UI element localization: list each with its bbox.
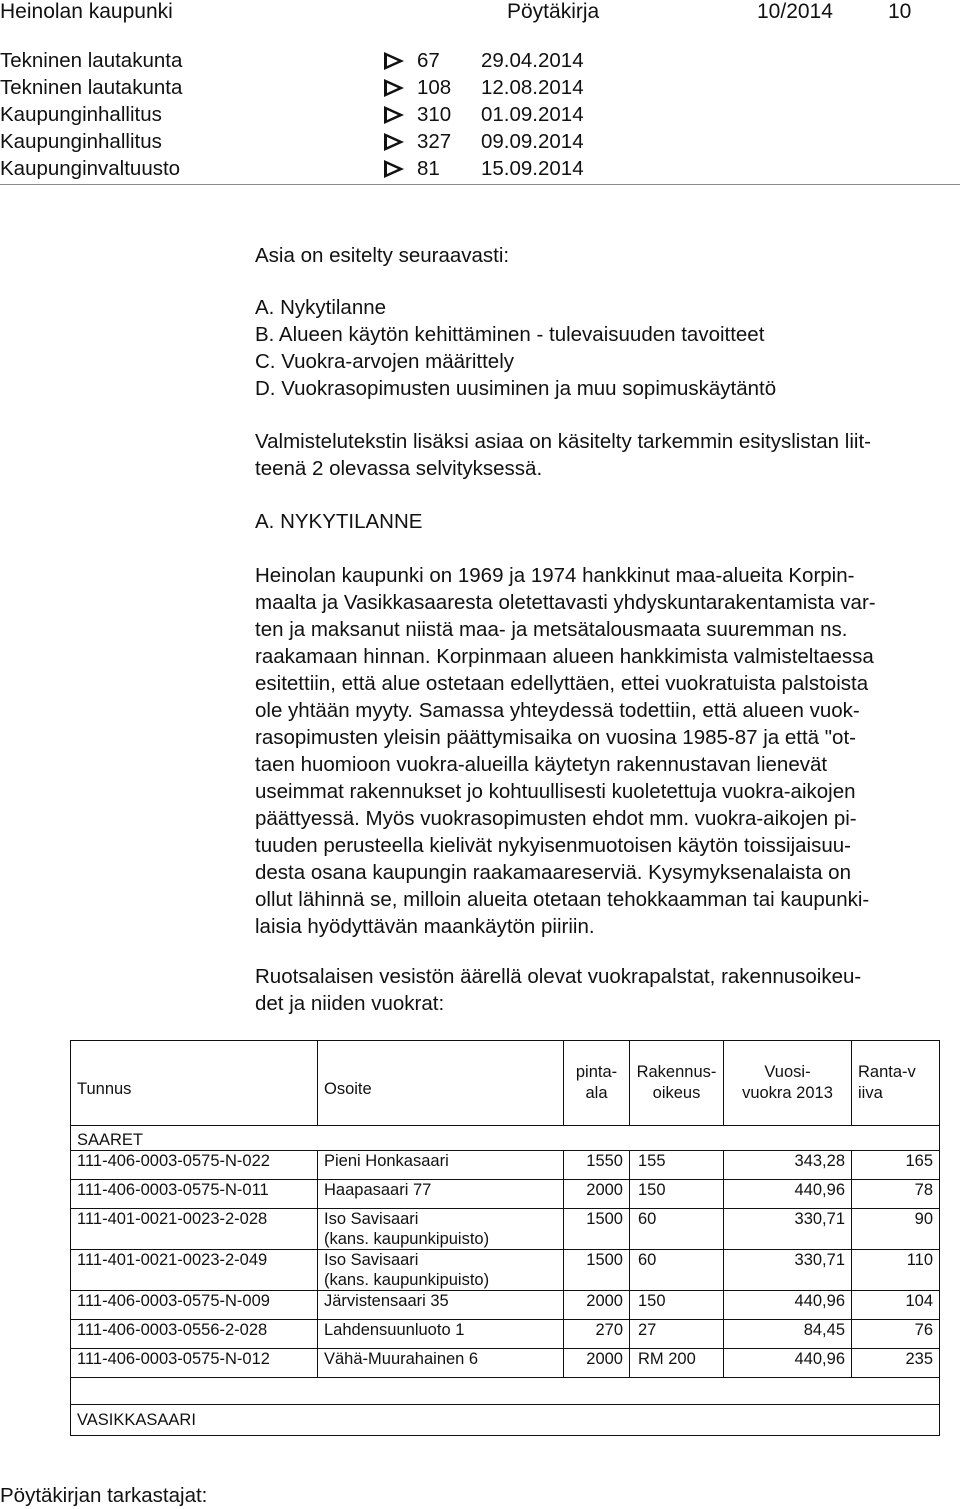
table-row <box>71 1180 940 1209</box>
cell-rantaviiva: 90 <box>852 1209 940 1250</box>
header-line: Rakennus- <box>636 1063 717 1081</box>
meeting-body: Tekninen lautakunta <box>0 49 183 72</box>
arrow-icon <box>384 160 404 178</box>
reviewers-label: Pöytäkirjan tarkastajat: <box>0 1484 208 1507</box>
table-row <box>71 1320 940 1349</box>
text-line: raakamaan hinnan. Korpinmaan alueen hankkimista valmisteltaessa <box>255 645 874 668</box>
text-line: desta osana kaupungin raakamaareserviä. Kysymyksenalaista on <box>255 861 851 884</box>
header-line: pinta- <box>575 1063 618 1081</box>
cell-tunnus: 111-406-0003-0575-N-022 <box>71 1151 318 1180</box>
cell-tunnus: 111-406-0003-0575-N-012 <box>71 1349 318 1378</box>
cell-tunnus: 111-406-0003-0575-N-011 <box>71 1180 318 1209</box>
cell-osoite <box>318 1349 564 1378</box>
cell-osoite <box>318 1180 564 1209</box>
text-line: esitettiin, että alue ostetaan edellyttäen, ettei vuokratuista palstoista <box>255 672 869 695</box>
cell-pinta-ala: 1500 <box>564 1250 630 1291</box>
header-line: iiva <box>858 1084 883 1102</box>
header-line: ala <box>585 1084 608 1102</box>
cell-pinta-ala: 2000 <box>564 1349 630 1378</box>
cell-vuosivuokra: 330,71 <box>724 1250 852 1291</box>
cell-rantaviiva: 235 <box>852 1349 940 1378</box>
cell-vuosivuokra: 440,96 <box>724 1349 852 1378</box>
outline-item: D. Vuokrasopimusten uusiminen ja muu sopimuskäytäntö <box>255 377 777 400</box>
text-line: det ja niiden vuokrat: <box>255 992 445 1015</box>
header-rakennusoikeus <box>630 1041 724 1126</box>
text-line: Ruotsalaisen vesistön äärellä olevat vuokrapalstat, rakennusoikeu- <box>255 965 862 988</box>
arrow-icon <box>384 133 404 151</box>
meeting-date: 09.09.2014 <box>481 130 584 153</box>
header-issue: 10/2014 <box>757 0 833 23</box>
cell-pinta-ala: 1500 <box>564 1209 630 1250</box>
osoite-line: Pieni Honkasaari <box>324 1152 449 1170</box>
header-city: Heinolan kaupunki <box>0 0 173 23</box>
meeting-body: Tekninen lautakunta <box>0 76 183 99</box>
header-line: oikeus <box>652 1084 701 1102</box>
text-line: laisia hyödyttävän maankäytön piiriin. <box>255 915 595 938</box>
table-intro <box>255 963 955 1017</box>
group-label-saaret: SAARET <box>71 1126 940 1151</box>
cell-rakennusoikeus: 155 <box>630 1151 724 1180</box>
cell-vuosivuokra: 440,96 <box>724 1180 852 1209</box>
cell-pinta-ala: 2000 <box>564 1291 630 1320</box>
table-row <box>71 1250 940 1291</box>
meeting-date: 01.09.2014 <box>481 103 584 126</box>
osoite-line: Järvistensaari 35 <box>324 1292 449 1310</box>
osoite-line: Vähä-Muurahainen 6 <box>324 1350 479 1368</box>
meeting-body: Kaupunginhallitus <box>0 103 162 126</box>
osoite-note: (kans. kaupunkipuisto) <box>324 1230 490 1248</box>
osoite-line: Haapasaari 77 <box>324 1181 432 1199</box>
text-line: maalta ja Vasikkasaaresta oletettavasti yhdyskuntarakentamista var- <box>255 591 876 614</box>
header-line: vuokra 2013 <box>742 1084 833 1102</box>
meeting-number: 67 <box>417 49 440 72</box>
header-vuosivuokra <box>724 1041 852 1126</box>
header-osoite: Osoite <box>318 1041 564 1126</box>
osoite-line: Lahdensuunluoto 1 <box>324 1321 465 1339</box>
cell-pinta-ala: 270 <box>564 1320 630 1349</box>
meeting-date: 12.08.2014 <box>481 76 584 99</box>
cell-rakennusoikeus: 60 <box>630 1250 724 1291</box>
cell-pinta-ala: 1550 <box>564 1151 630 1180</box>
section-heading: A. NYKYTILANNE <box>255 510 423 533</box>
intro-text: Asia on esitelty seuraavasti: <box>255 244 510 267</box>
cell-vuosivuokra: 343,28 <box>724 1151 852 1180</box>
arrow-icon <box>384 106 404 124</box>
text-line: ten ja maksanut niistä maa- ja metsätalousmaata suuremman ns. <box>255 618 848 641</box>
outline-item: A. Nykytilanne <box>255 296 387 319</box>
group-label-vasikkasaari: VASIKKASAARI <box>71 1405 940 1436</box>
text-line: teenä 2 olevassa selvityksessä. <box>255 457 543 480</box>
header-tunnus: Tunnus <box>71 1041 318 1126</box>
cell-vuosivuokra: 330,71 <box>724 1209 852 1250</box>
cell-rantaviiva: 78 <box>852 1180 940 1209</box>
cell-osoite <box>318 1209 564 1250</box>
table-blank-row <box>71 1378 940 1405</box>
text-line: tuuden perusteella kielivät nykyisenmuotoisen käytön toissijaisuu- <box>255 834 851 857</box>
cell-osoite <box>318 1151 564 1180</box>
cell-vuosivuokra: 84,45 <box>724 1320 852 1349</box>
arrow-icon <box>384 52 404 70</box>
cell-osoite <box>318 1291 564 1320</box>
table-row <box>71 1291 940 1320</box>
table-row <box>71 1349 940 1378</box>
outline-item: C. Vuokra-arvojen määrittely <box>255 350 515 373</box>
text-line: ole yhtään myyty. Samassa yhteydessä todettiin, että alueen vuok- <box>255 699 860 722</box>
text-line: Heinolan kaupunki on 1969 ja 1974 hankkinut maa-alueita Korpin- <box>255 564 855 587</box>
cell-osoite <box>318 1320 564 1349</box>
cell-rantaviiva: 165 <box>852 1151 940 1180</box>
cell-tunnus: 111-401-0021-0023-2-028 <box>71 1209 318 1250</box>
meeting-date: 29.04.2014 <box>481 49 584 72</box>
lease-table <box>70 1040 940 1436</box>
meeting-number: 81 <box>417 157 440 180</box>
table-row <box>71 1151 940 1180</box>
cell-tunnus: 111-406-0003-0556-2-028 <box>71 1320 318 1349</box>
meeting-date: 15.09.2014 <box>481 157 584 180</box>
cell-rakennusoikeus: RM 200 <box>630 1349 724 1378</box>
meeting-number: 310 <box>417 103 452 126</box>
table-group-row <box>71 1126 940 1151</box>
text-line: Valmistelutekstin lisäksi asiaa on käsitelty tarkemmin esityslistan liit- <box>255 430 871 453</box>
header-line: Ranta-v <box>858 1063 916 1081</box>
divider <box>0 184 960 185</box>
cell-pinta-ala: 2000 <box>564 1180 630 1209</box>
header-line: Vuosi- <box>764 1063 811 1081</box>
blank-cell <box>71 1378 940 1405</box>
osoite-line: Iso Savisaari <box>324 1251 419 1269</box>
meeting-number: 108 <box>417 76 452 99</box>
table-row <box>71 1209 940 1250</box>
header-doc-type: Pöytäkirja <box>507 0 600 23</box>
text-line: päättyessä. Myös vuokrasopimusten ehdot mm. vuokra-aikojen pi- <box>255 807 857 830</box>
text-line: useimmat rakennukset jo kohtuullisesti kuoletettuja vuokra-aikojen <box>255 780 856 803</box>
header-page-number: 10 <box>888 0 912 23</box>
cell-tunnus: 111-401-0021-0023-2-049 <box>71 1250 318 1291</box>
osoite-line: Iso Savisaari <box>324 1210 419 1228</box>
lease-rows <box>71 1151 940 1378</box>
table-group-row <box>71 1405 940 1436</box>
text-line: ollut lähinnä se, milloin alueita otetaan tehokkaamman tai kaupunki- <box>255 888 870 911</box>
body-paragraph <box>255 562 955 940</box>
cell-osoite <box>318 1250 564 1291</box>
arrow-icon <box>384 79 404 97</box>
outline-item: B. Alueen käytön kehittäminen - tulevaisuuden tavoitteet <box>255 323 765 346</box>
header-rantaviiva <box>852 1041 940 1126</box>
cell-rantaviiva: 104 <box>852 1291 940 1320</box>
osoite-note: (kans. kaupunkipuisto) <box>324 1271 490 1289</box>
cell-rakennusoikeus: 150 <box>630 1180 724 1209</box>
text-line: rasopimusten yleisin päättymisaika on vuosina 1985-87 ja että "ot- <box>255 726 856 749</box>
cell-vuosivuokra: 440,96 <box>724 1291 852 1320</box>
appendix-note <box>255 428 955 482</box>
meeting-body: Kaupunginvaltuusto <box>0 157 181 180</box>
table-header-row <box>71 1041 940 1126</box>
cell-rakennusoikeus: 27 <box>630 1320 724 1349</box>
header-pinta-ala <box>564 1041 630 1126</box>
meeting-body: Kaupunginhallitus <box>0 130 162 153</box>
text-line: taen huomioon vuokra-alueilla käytetyn rakennustavan lienevät <box>255 753 828 776</box>
cell-tunnus: 111-406-0003-0575-N-009 <box>71 1291 318 1320</box>
cell-rakennusoikeus: 150 <box>630 1291 724 1320</box>
cell-rantaviiva: 110 <box>852 1250 940 1291</box>
cell-rantaviiva: 76 <box>852 1320 940 1349</box>
meeting-number: 327 <box>417 130 452 153</box>
cell-rakennusoikeus: 60 <box>630 1209 724 1250</box>
